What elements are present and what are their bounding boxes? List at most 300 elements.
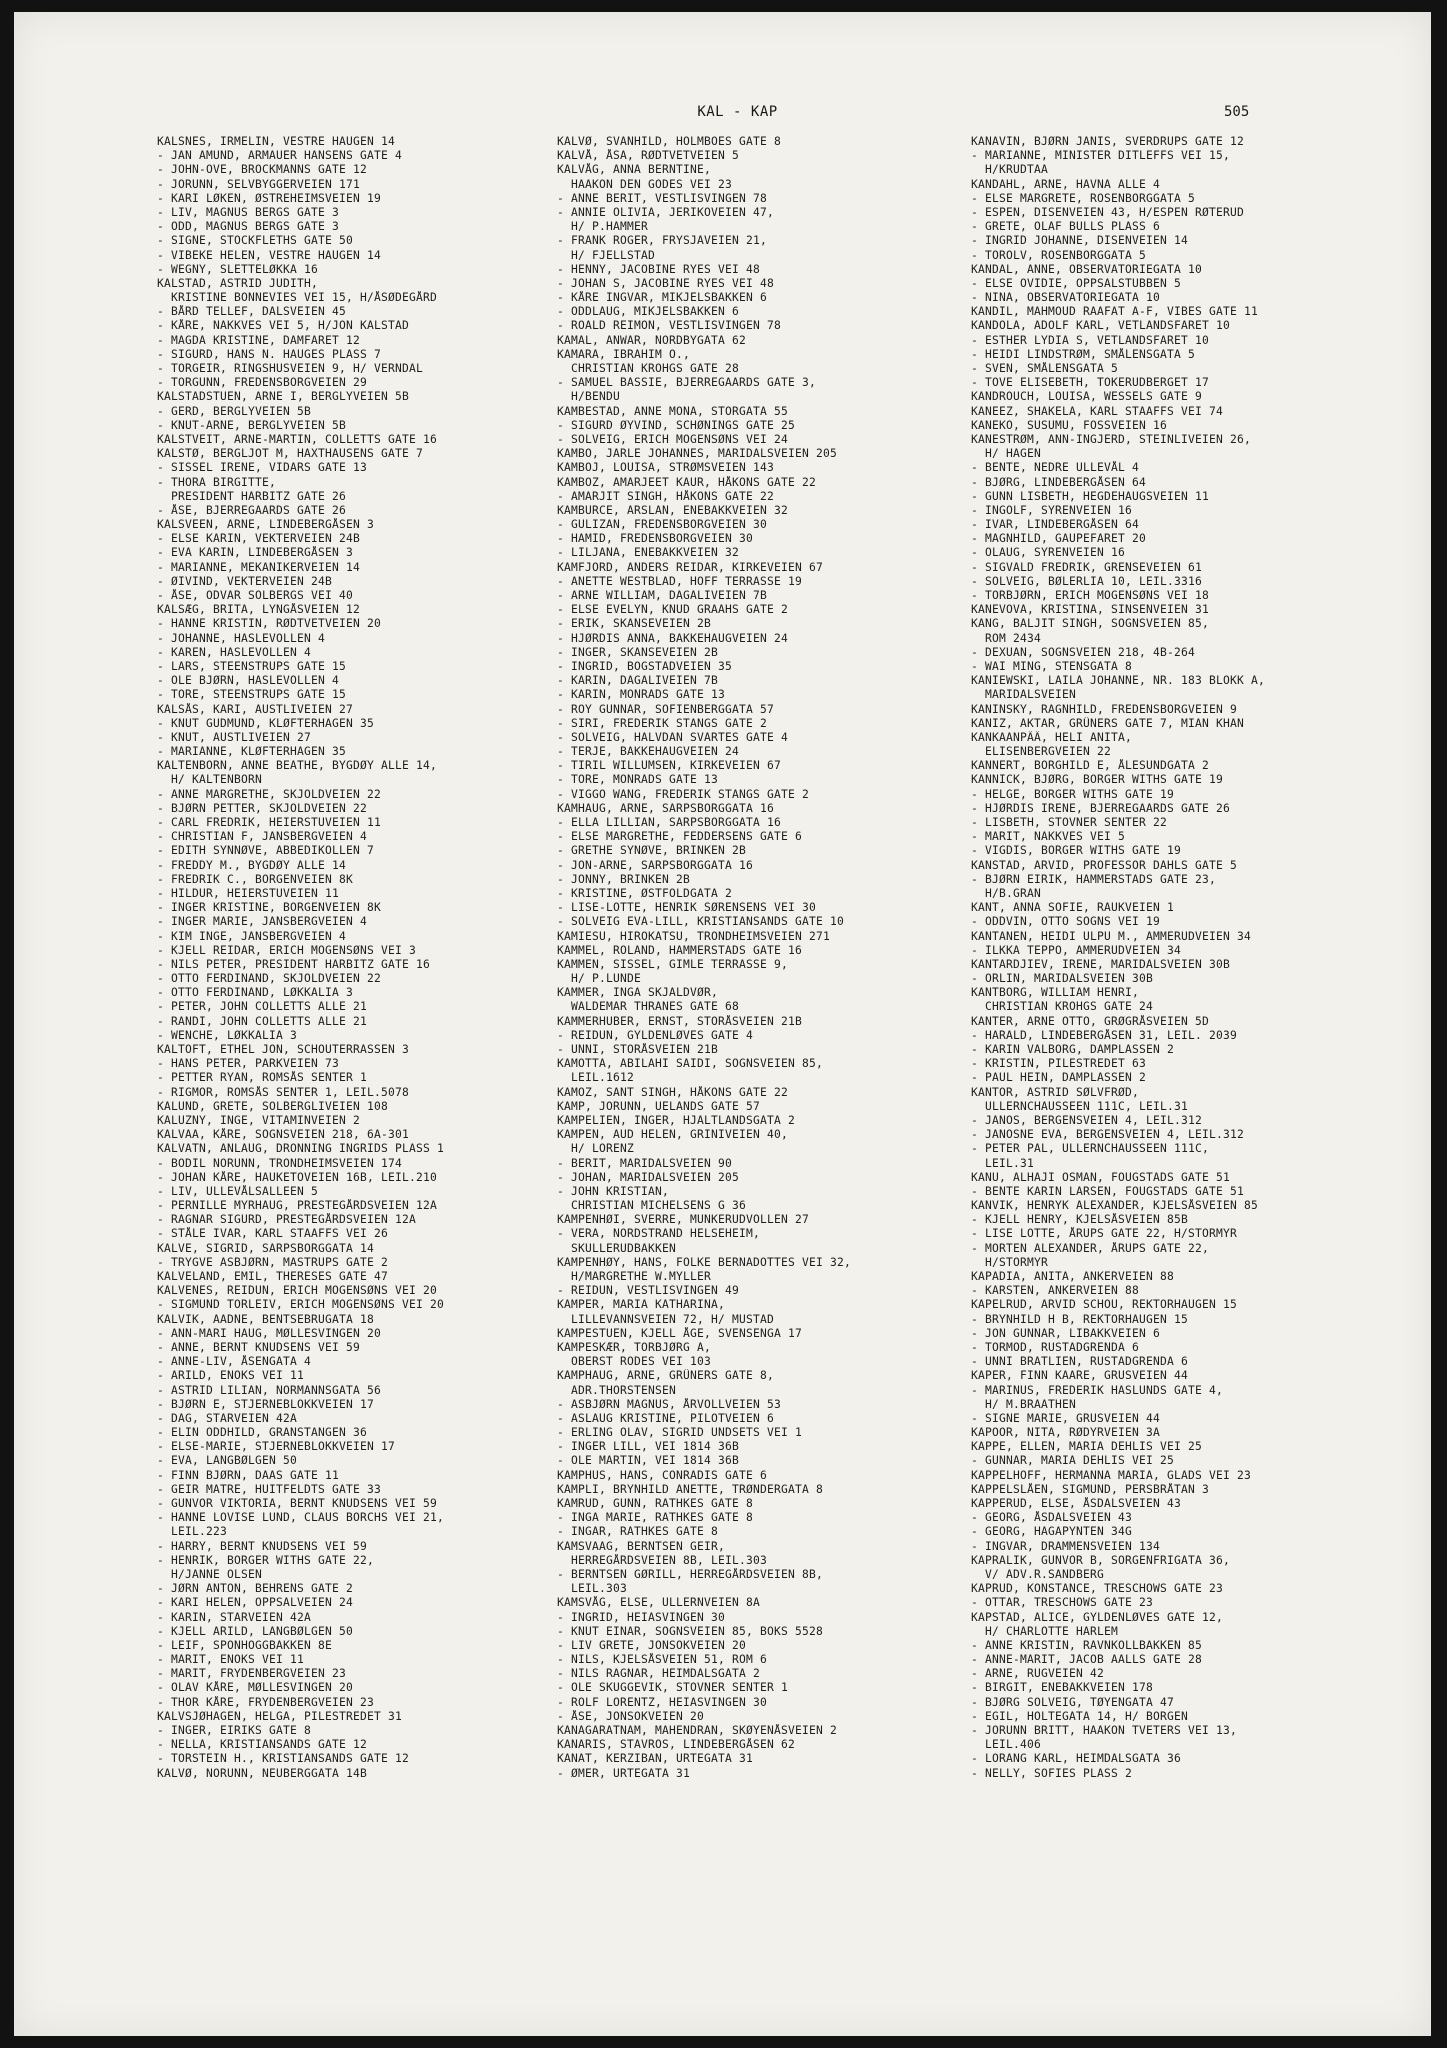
directory-entry-line: - INGRID JOHANNE, DISENVEIEN 14 [971, 234, 1189, 248]
directory-entry-line: - SVEN, SMÅLENSGATA 5 [971, 362, 1119, 375]
directory-entry-line: - ÅSE, JONSOKVEIEN 20 [557, 1709, 705, 1723]
directory-entry-line: - BJØRG, LINDEBERGÅSEN 64 [971, 475, 1147, 489]
directory-entry-line: - SIGVALD FREDRIK, GRENSEVEIEN 61 [971, 560, 1203, 574]
directory-entry-line: KALVENES, REIDUN, ERICH MOGENSØNS VEI 20 [157, 1284, 438, 1298]
directory-entry-line: - KARIN, MONRADS GATE 13 [557, 688, 726, 702]
directory-entry-line: KAMHAUG, ARNE, SARPSBORGGATA 16 [557, 801, 775, 815]
directory-entry-line: - EVA, LANGBØLGEN 50 [157, 1454, 298, 1468]
directory-entry-line: - ARILD, ENOKS VEI 11 [157, 1369, 305, 1383]
directory-entry-line: - LIV GRETE, JONSOKVEIEN 20 [557, 1638, 747, 1652]
directory-entry-line: - SIGNE MARIE, GRUSVEIEN 44 [971, 1411, 1161, 1425]
directory-entry-line: KAMMEL, ROLAND, HAMMERSTADS GATE 16 [557, 943, 803, 957]
directory-entry-line: KALVELAND, EMIL, THERESES GATE 47 [157, 1270, 389, 1283]
directory-entry-line: - GRETE, OLAF BULLS PLASS 6 [971, 220, 1161, 234]
directory-entry-line: - OTTO FERDINAND, LØKKALIA 3 [157, 986, 354, 1000]
directory-entry-line: KANDIL, MAHMOUD RAAFAT A-F, VIBES GATE 11 [971, 305, 1259, 319]
directory-entry-line: - ANN-MARI HAUG, MØLLESVINGEN 20 [157, 1326, 382, 1340]
directory-entry-line: - FREDDY M., BYGDØY ALLE 14 [157, 858, 347, 872]
directory-entry-line: - HJØRDIS ANNA, BAKKEHAUGVEIEN 24 [557, 631, 789, 645]
directory-entry-line: - LISE-LOTTE, HENRIK SØRENSENS VEI 30 [557, 901, 817, 915]
directory-entry-line: - KARIN, STARVEIEN 42A [157, 1610, 312, 1624]
directory-entry-line: - NILS RAGNAR, HEIMDALSGATA 2 [557, 1667, 761, 1681]
directory-entry-line: - OLAV KÅRE, MØLLESVINGEN 20 [157, 1681, 354, 1695]
directory-entry-line: - KÅRE INGVAR, MIKJELSBAKKEN 6 [557, 291, 768, 305]
directory-entry-line: - GRETHE SYNØVE, BRINKEN 2B [557, 844, 747, 858]
directory-entry-line: - JANOSNE EVA, BERGENSVEIEN 4, LEIL.312 [971, 1128, 1245, 1142]
directory-entry-line: KALSTØ, BERGLJOT M, HAXTHAUSENS GATE 7 [157, 447, 424, 461]
directory-entry-line: CHRISTIAN KROHGS GATE 28 [557, 362, 740, 375]
directory-entry-line: H/ LORENZ [557, 1142, 635, 1156]
directory-entry-line: KANEVOVA, KRISTINA, SINSENVEIEN 31 [971, 603, 1210, 617]
directory-entry-line: - ERIK, SKANSEVEIEN 2B [557, 617, 712, 631]
directory-entry-line: - HENNY, JACOBINE RYES VEI 48 [557, 262, 761, 276]
directory-entry-line: KANIZ, AKTAR, GRÜNERS GATE 7, MIAN KHAN [971, 716, 1245, 730]
directory-entry-line: - KNUT-ARNE, BERGLYVEIEN 5B [157, 418, 347, 432]
directory-entry-line: - TORGUNN, FREDENSBORGVEIEN 29 [157, 376, 368, 390]
directory-entry-line: - OLE SKUGGEVIK, STOVNER SENTER 1 [557, 1681, 789, 1695]
directory-entry-line: ELISENBERGVEIEN 22 [971, 745, 1112, 759]
directory-entry-line: LEIL.31 [971, 1156, 1035, 1170]
directory-entry-line: SKULLERUDBAKKEN [557, 1241, 677, 1255]
directory-entry-line: KANG, BALJIT SINGH, SOGNSVEIEN 85, [971, 617, 1210, 631]
directory-entry-line: - HANNE LOVISE LUND, CLAUS BORCHS VEI 21, [157, 1511, 445, 1525]
directory-entry-line: KANDAHL, ARNE, HAVNA ALLE 4 [971, 177, 1161, 191]
directory-entry-line: KAPOOR, NITA, RØDYRVEIEN 3A [971, 1426, 1161, 1440]
directory-entry-line: - SIGMUND TORLEIV, ERICH MOGENSØNS VEI 20 [157, 1298, 445, 1312]
directory-entry-line: - BERNTSEN GØRILL, HERREGÅRDSVEIEN 8B, [557, 1567, 824, 1581]
directory-entry-line: - ODD, MAGNUS BERGS GATE 3 [157, 220, 340, 234]
directory-entry-line: - LILJANA, ENEBAKKVEIEN 32 [557, 546, 740, 560]
directory-entry-line: - CHRISTIAN F, JANSBERGVEIEN 4 [157, 830, 368, 844]
directory-entry-line: KAMMER, INGA SKJALDVØR, [557, 986, 719, 1000]
directory-entry-line: KAMPEN, AUD HELEN, GRINIVEIEN 40, [557, 1128, 789, 1142]
directory-entry-line: - NELLY, SOFIES PLASS 2 [971, 1766, 1133, 1780]
directory-entry-line: - WEGNY, SLETTELØKKA 16 [157, 262, 319, 276]
directory-entry-line: - ASBJØRN MAGNUS, ÅRVOLLVEIEN 53 [557, 1397, 782, 1411]
directory-entry-line: - SIRI, FREDERIK STANGS GATE 2 [557, 716, 768, 730]
directory-entry-line: - BJØRN EIRIK, HAMMERSTADS GATE 23, [971, 872, 1217, 886]
directory-entry-line: KANTANEN, HEIDI ULPU M., AMMERUDVEIEN 34 [971, 929, 1252, 943]
directory-entry-line: KAMSVÅG, ELSE, ULLERNVEIEN 8A [557, 1596, 761, 1610]
directory-entry-line: - ODDVIN, OTTO SOGNS VEI 19 [971, 915, 1161, 929]
directory-entry-line: - OLE BJØRN, HASLEVOLLEN 4 [157, 674, 340, 688]
directory-entry-line: KANNICK, BJØRG, BORGER WITHS GATE 19 [971, 773, 1224, 787]
directory-entry-line: - HARRY, BERNT KNUDSENS VEI 59 [157, 1539, 368, 1553]
directory-entry-line: KANVIK, HENRYK ALEXANDER, KJELSÅSVEIEN 85 [971, 1199, 1259, 1213]
directory-entry-line: KAMBO, JARLE JOHANNES, MARIDALSVEIEN 205 [557, 447, 838, 461]
directory-entry-line: - KJELL REIDAR, ERICH MOGENSØNS VEI 3 [157, 943, 417, 957]
directory-entry-line: KAMIESU, HIROKATSU, TRONDHEIMSVEIEN 271 [557, 929, 831, 943]
directory-entry-line: H/BENDU [557, 390, 621, 404]
directory-entry-line: KANTARDJIEV, IRENE, MARIDALSVEIEN 30B [971, 957, 1231, 971]
directory-entry-line: - ARNE, RUGVEIEN 42 [971, 1667, 1105, 1681]
directory-entry-line: KALSTADSTUEN, ARNE I, BERGLYVEIEN 5B [157, 390, 410, 404]
directory-entry-line: KANTOR, ASTRID SØLVFRØD, [971, 1085, 1140, 1099]
directory-entry-line: - RANDI, JOHN COLLETTS ALLE 21 [157, 1014, 368, 1028]
directory-entry-line: - BODIL NORUNN, TRONDHEIMSVEIEN 174 [157, 1156, 403, 1170]
directory-entry-line: - INGER KRISTINE, BORGENVEIEN 8K [157, 901, 382, 915]
directory-entry-line: - VERA, NORDSTRAND HELSEHEIM, [557, 1227, 761, 1241]
directory-entry-line: - TORSTEIN H., KRISTIANSANDS GATE 12 [157, 1752, 410, 1766]
directory-entry-line: - TORE, STEENSTRUPS GATE 15 [157, 688, 347, 702]
directory-entry-line: - TORBJØRN, ERICH MOGENSØNS VEI 18 [971, 589, 1210, 602]
directory-entry-line: H/MARGRETHE W.MYLLER [557, 1270, 712, 1283]
directory-entry-line: - SOLVEIG, HALVDAN SVARTES GATE 4 [557, 730, 789, 744]
directory-entry-line: - ANETTE WESTBLAD, HOFF TERRASSE 19 [557, 574, 803, 588]
directory-entry-line: - SOLVEIG, ERICH MOGENSØNS VEI 24 [557, 432, 789, 446]
directory-entry-line: - ERLING OLAV, SIGRID UNDSETS VEI 1 [557, 1426, 803, 1440]
directory-entry-line: H/B.GRAN [971, 886, 1042, 900]
page-header-range: KAL - KAP [697, 104, 778, 120]
directory-entry-line: - FREDRIK C., BORGENVEIEN 8K [157, 872, 354, 886]
directory-entry-line: - HILDUR, HEIERSTUVEIEN 11 [157, 886, 340, 900]
directory-entry-line: - JANOS, BERGENSVEIEN 4, LEIL.312 [971, 1113, 1203, 1127]
directory-entry-line: KANAT, KERZIBAN, URTEGATA 31 [557, 1752, 754, 1766]
directory-entry-line: - NILS, KJELSÅSVEIEN 51, ROM 6 [557, 1653, 768, 1667]
directory-entry-line: - WENCHE, LØKKALIA 3 [157, 1028, 298, 1042]
directory-entry-line: - ELLA LILLIAN, SARPSBORGGATA 16 [557, 816, 782, 829]
directory-entry-line: KANSTAD, ARVID, PROFESSOR DAHLS GATE 5 [971, 858, 1238, 872]
directory-entry-line: - BRYNHILD H B, REKTORHAUGEN 15 [971, 1312, 1189, 1326]
directory-entry-line: KAPPERUD, ELSE, ÅSDALSVEIEN 43 [971, 1497, 1182, 1510]
directory-entry-line: PRESIDENT HARBITZ GATE 26 [157, 489, 347, 503]
directory-entry-line: KALSNES, IRMELIN, VESTRE HAUGEN 14 [157, 135, 396, 148]
directory-entry-line: - JONNY, BRINKEN 2B [557, 872, 691, 886]
directory-entry-line: H/ HAGEN [971, 447, 1042, 461]
directory-entry-line: - GUNN LISBETH, HEGDEHAUGSVEIEN 11 [971, 489, 1210, 503]
directory-entry-line: KANU, ALHAJI OSMAN, FOUGSTADS GATE 51 [971, 1170, 1231, 1184]
directory-entry-line: - SOLVEIG EVA-LILL, KRISTIANSANDS GATE 10 [557, 915, 845, 929]
directory-entry-line: - DEXUAN, SOGNSVEIEN 218, 4B-264 [971, 645, 1196, 659]
directory-entry-line: - REIDUN, VESTLISVINGEN 49 [557, 1284, 740, 1298]
directory-entry-line: CHRISTIAN KROHGS GATE 24 [971, 1000, 1154, 1014]
directory-entry-line: - BÅRD TELLEF, DALSVEIEN 45 [157, 305, 347, 319]
directory-entry-line: - INGAR, RATHKES GATE 8 [557, 1525, 719, 1539]
directory-entry-line: - ELIN ODDHILD, GRANSTANGEN 36 [157, 1426, 368, 1440]
directory-entry-line: KALVÅ, ÅSA, RØDTVETVEIEN 5 [557, 149, 740, 163]
directory-entry-line: LEIL.223 [157, 1525, 228, 1539]
directory-entry-line: - PETTER RYAN, ROMSÅS SENTER 1 [157, 1071, 368, 1085]
directory-entry-line: - NELLA, KRISTIANSANDS GATE 12 [157, 1738, 368, 1752]
directory-entry-line: HERREGÅRDSVEIEN 8B, LEIL.303 [557, 1553, 768, 1567]
directory-entry-line: - LIV, MAGNUS BERGS GATE 3 [157, 205, 340, 219]
directory-entry-line: KAMPENHØY, HANS, FOLKE BERNADOTTES VEI 32, [557, 1255, 852, 1269]
directory-entry-line: - MAGNHILD, GAUPEFARET 20 [971, 532, 1147, 546]
directory-entry-line: - MARIT, ENOKS VEI 11 [157, 1653, 305, 1667]
directory-entry-line: KALVSJØHAGEN, HELGA, PILESTREDET 31 [157, 1709, 403, 1723]
directory-entry-line: KAPADIA, ANITA, ANKERVEIEN 88 [971, 1270, 1175, 1283]
directory-entry-line: KAMPESTUEN, KJELL ÅGE, SVENSENGA 17 [557, 1326, 803, 1340]
directory-entry-line: CHRISTIAN MICHELSENS G 36 [557, 1199, 747, 1213]
directory-entry-line: - KAREN, HASLEVOLLEN 4 [157, 645, 312, 659]
directory-entry-line: - KARIN, DAGALIVEIEN 7B [557, 674, 719, 688]
directory-entry-line: - INGER, EIRIKS GATE 8 [157, 1724, 312, 1737]
directory-entry-line: - ÅSE, BJERREGAARDS GATE 26 [157, 503, 347, 517]
directory-entry-line: KAMBOZ, AMARJEET KAUR, HÅKONS GATE 22 [557, 475, 817, 489]
directory-entry-line: - TORMOD, RUSTADGRENDA 6 [971, 1340, 1140, 1354]
directory-entry-line: - ELSE-MARIE, STJERNEBLOKKVEIEN 17 [157, 1440, 396, 1454]
directory-entry-line: - ANNIE OLIVIA, JERIKOVEIEN 47, [557, 205, 775, 219]
directory-entry-line: KAPSTAD, ALICE, GYLDENLØVES GATE 12, [971, 1610, 1224, 1624]
directory-entry-line: WALDEMAR THRANES GATE 68 [557, 1000, 740, 1014]
listing-column-2 [557, 135, 977, 1781]
directory-entry-line: - WAI MING, STENSGATA 8 [971, 659, 1133, 673]
directory-entry-line: KAMPER, MARIA KATHARINA, [557, 1298, 726, 1312]
directory-entry-line: - LEIF, SPONHOGGBAKKEN 8E [157, 1638, 333, 1652]
directory-entry-line: - KARIN VALBORG, DAMPLASSEN 2 [971, 1043, 1175, 1056]
directory-entry-line: H/ P.HAMMER [557, 220, 649, 234]
directory-entry-line: - INGVAR, DRAMMENSVEIEN 134 [971, 1539, 1161, 1553]
directory-entry-line: - GEIR MATRE, HUITFELDTS GATE 33 [157, 1482, 382, 1496]
directory-entry-line: - MARIANNE, KLØFTERHAGEN 35 [157, 745, 347, 759]
directory-entry-line: KANINSKY, RAGNHILD, FREDENSBORGVEIEN 9 [971, 702, 1238, 716]
directory-entry-line: - ANNE BERIT, VESTLISVINGEN 78 [557, 191, 768, 205]
directory-entry-line: - ODDLAUG, MIKJELSBAKKEN 6 [557, 305, 740, 319]
directory-entry-line: - ANNE, BERNT KNUDSENS VEI 59 [157, 1340, 361, 1354]
directory-entry-line: KALSTAD, ASTRID JUDITH, [157, 276, 319, 290]
directory-entry-line: - BJØRN E, STJERNEBLOKKVEIEN 17 [157, 1397, 375, 1411]
directory-entry-line: KRISTINE BONNEVIES VEI 15, H/ÅSØDEGÅRD [157, 291, 438, 305]
directory-entry-line: - HARALD, LINDEBERGÅSEN 31, LEIL. 2039 [971, 1028, 1238, 1042]
directory-entry-line: KAMOTTA, ABILAHI SAIDI, SOGNSVEIEN 85, [557, 1057, 824, 1071]
directory-entry-line: - TOVE ELISEBETH, TOKERUDBERGET 17 [971, 376, 1210, 390]
directory-entry-line: - PAUL HEIN, DAMPLASSEN 2 [971, 1071, 1147, 1085]
directory-entry-line: - MARINUS, FREDERIK HASLUNDS GATE 4, [971, 1383, 1224, 1397]
directory-entry-line: - MORTEN ALEXANDER, ÅRUPS GATE 22, [971, 1241, 1210, 1255]
directory-entry-line: - UNNI BRATLIEN, RUSTADGRENDA 6 [971, 1355, 1189, 1369]
directory-entry-line: KAPPELHOFF, HERMANNA MARIA, GLADS VEI 23 [971, 1468, 1252, 1482]
listing-column-3 [971, 135, 1391, 1781]
directory-entry-line: - ESPEN, DISENVEIEN 43, H/ESPEN RØTERUD [971, 205, 1245, 219]
directory-entry-line: - LISE LOTTE, ÅRUPS GATE 22, H/STORMYR [971, 1227, 1238, 1241]
directory-entry-line: - KNUT, AUSTLIVEIEN 27 [157, 730, 312, 744]
directory-entry-line: KAMPLI, BRYNHILD ANETTE, TRØNDERGATA 8 [557, 1482, 824, 1496]
directory-entry-line: - HELGE, BORGER WITHS GATE 19 [971, 787, 1175, 801]
directory-entry-line: - GUNVOR VIKTORIA, BERNT KNUDSENS VEI 59 [157, 1497, 438, 1510]
directory-entry-line: - AMARJIT SINGH, HÅKONS GATE 22 [557, 489, 775, 503]
directory-entry-line: - TORE, MONRADS GATE 13 [557, 773, 719, 787]
directory-entry-line: - EGIL, HOLTEGATA 14, H/ BORGEN [971, 1709, 1189, 1723]
directory-entry-line: - ROALD REIMON, VESTLISVINGEN 78 [557, 319, 782, 333]
directory-entry-line: - OLAUG, SYRENVEIEN 16 [971, 546, 1126, 560]
directory-entry-line: KALVÅG, ANNA BERNTINE, [557, 163, 712, 177]
directory-entry-line: - RIGMOR, ROMSÅS SENTER 1, LEIL.5078 [157, 1085, 410, 1099]
directory-entry-line: KAMARA, IBRAHIM O., [557, 347, 691, 361]
directory-entry-line: KAMOZ, SANT SINGH, HÅKONS GATE 22 [557, 1085, 789, 1099]
directory-entry-line: - FINN BJØRN, DAAS GATE 11 [157, 1468, 340, 1482]
directory-entry-line: - SIGNE, STOCKFLETHS GATE 50 [157, 234, 354, 248]
directory-entry-line: - INGER MARIE, JANSBERGVEIEN 4 [157, 915, 368, 929]
directory-entry-line: - VIGGO WANG, FREDERIK STANGS GATE 2 [557, 787, 810, 801]
directory-entry-line: - INGER, SKANSEVEIEN 2B [557, 645, 719, 659]
directory-entry-line: KANIEWSKI, LAILA JOHANNE, NR. 183 BLOKK A, [971, 674, 1266, 688]
directory-entry-line: - EVA KARIN, LINDEBERGÅSEN 3 [157, 546, 354, 560]
directory-entry-line: - ASLAUG KRISTINE, PILOTVEIEN 6 [557, 1411, 775, 1425]
directory-entry-line: ULLERNCHAUSSEEN 111C, LEIL.31 [971, 1099, 1189, 1113]
directory-entry-line: KANEKO, SUSUMU, FOSSVEIEN 16 [971, 418, 1168, 432]
directory-entry-line: - ARNE WILLIAM, DAGALIVEIEN 7B [557, 589, 768, 602]
directory-entry-line: - VIGDIS, BORGER WITHS GATE 19 [971, 844, 1182, 858]
directory-entry-line: - GERD, BERGLYVEIEN 5B [157, 404, 312, 418]
directory-entry-line: KAMMEN, SISSEL, GIMLE TERRASSE 9, [557, 957, 789, 971]
directory-entry-line: - MARIANNE, MEKANIKERVEIEN 14 [157, 560, 361, 574]
directory-entry-line: KANDROUCH, LOUISA, WESSELS GATE 9 [971, 390, 1203, 404]
directory-entry-line: - KÅRE, NAKKVES VEI 5, H/JON KALSTAD [157, 319, 410, 333]
directory-entry-line: - STÅLE IVAR, KARL STAAFFS VEI 26 [157, 1227, 389, 1241]
directory-entry-line: - HENRIK, BORGER WITHS GATE 22, [157, 1553, 375, 1567]
directory-entry-line: - MARIANNE, MINISTER DITLEFFS VEI 15, [971, 149, 1231, 163]
directory-entry-line: KAMRUD, GUNN, RATHKES GATE 8 [557, 1497, 754, 1510]
directory-entry-line: - SAMUEL BASSIE, BJERREGAARDS GATE 3, [557, 376, 817, 390]
directory-entry-line: - GEORG, HAGAPYNTEN 34G [971, 1525, 1133, 1539]
directory-entry-line: - ELSE MARGRETE, ROSENBORGGATA 5 [971, 191, 1196, 205]
directory-entry-line: - MARIT, FRYDENBERGVEIEN 23 [157, 1667, 347, 1681]
directory-entry-line: - OTTAR, TRESCHOWS GATE 23 [971, 1596, 1154, 1610]
directory-entry-line: - ELSE MARGRETHE, FEDDERSENS GATE 6 [557, 830, 803, 844]
directory-entry-line: - DAG, STARVEIEN 42A [157, 1411, 298, 1425]
directory-entry-line: - OLE MARTIN, VEI 1814 36B [557, 1454, 740, 1468]
directory-entry-line: - MAGDA KRISTINE, DAMFARET 12 [157, 333, 361, 347]
directory-entry-line: - KIM INGE, JANSBERGVEIEN 4 [157, 929, 347, 943]
directory-entry-line: - NINA, OBSERVATORIEGATA 10 [971, 291, 1161, 305]
directory-entry-line: - KRISTIN, PILESTREDET 63 [971, 1057, 1147, 1071]
directory-entry-line: - ØMER, URTEGATA 31 [557, 1766, 691, 1780]
directory-entry-line: - ROY GUNNAR, SOFIENBERGGATA 57 [557, 702, 775, 716]
directory-entry-line: KAPRALIK, GUNVOR B, SORGENFRIGATA 36, [971, 1553, 1231, 1567]
directory-entry-line: KAMPESKÆR, TORBJØRG A, [557, 1340, 712, 1354]
directory-entry-line: - JOHN KRISTIAN, [557, 1184, 670, 1198]
directory-entry-line: KANAGARATNAM, MAHENDRAN, SKØYENÅSVEIEN 2 [557, 1724, 838, 1737]
directory-entry-line: - INGOLF, SYRENVEIEN 16 [971, 503, 1133, 517]
directory-entry-line: - JON GUNNAR, LIBAKKVEIEN 6 [971, 1326, 1161, 1340]
directory-entry-line: KALVE, SIGRID, SARPSBORGGATA 14 [157, 1241, 375, 1255]
directory-entry-line: - HAMID, FREDENSBORGVEIEN 30 [557, 532, 754, 546]
directory-entry-line: - INGRID, BOGSTADVEIEN 35 [557, 659, 733, 673]
directory-entry-line: - REIDUN, GYLDENLØVES GATE 4 [557, 1028, 754, 1042]
directory-entry-line: - OTTO FERDINAND, SKJOLDVEIEN 22 [157, 972, 382, 986]
directory-entry-line: - JOHAN KÅRE, HAUKETOVEIEN 16B, LEIL.210 [157, 1170, 438, 1184]
directory-entry-line: - KARSTEN, ANKERVEIEN 88 [971, 1284, 1140, 1298]
directory-entry-line: - THORA BIRGITTE, [157, 475, 277, 489]
directory-entry-line: - HEIDI LINDSTRØM, SMÅLENSGATA 5 [971, 347, 1196, 361]
directory-entry-line: - ELSE OVIDIE, OPPSALSTUBBEN 5 [971, 276, 1182, 290]
directory-entry-line: - JØRN ANTON, BEHRENS GATE 2 [157, 1582, 354, 1596]
directory-entry-line: - BIRGIT, ENEBAKKVEIEN 178 [971, 1681, 1154, 1695]
directory-entry-line: KALVIK, AADNE, BENTSEBRUGATA 18 [157, 1312, 375, 1326]
directory-entry-line: - ASTRID LILIAN, NORMANNSGATA 56 [157, 1383, 382, 1397]
directory-entry-line: H/ CHARLOTTE HARLEM [971, 1624, 1119, 1638]
listing-column-1 [157, 135, 577, 1781]
directory-entry-line: - HJØRDIS IRENE, BJERREGAARDS GATE 26 [971, 801, 1231, 815]
directory-entry-line: KANEEZ, SHAKELA, KARL STAAFFS VEI 74 [971, 404, 1224, 418]
directory-entry-line: - ESTHER LYDIA S, VETLANDSFARET 10 [971, 333, 1210, 347]
directory-entry-line: - INGER LILL, VEI 1814 36B [557, 1440, 740, 1454]
directory-entry-line: - JOHAN S, JACOBINE RYES VEI 48 [557, 276, 775, 290]
directory-entry-line: - TRYGVE ASBJØRN, MASTRUPS GATE 2 [157, 1255, 389, 1269]
directory-entry-line: KALVØ, SVANHILD, HOLMBOES GATE 8 [557, 135, 782, 148]
directory-entry-line: - TOROLV, ROSENBORGGATA 5 [971, 248, 1147, 262]
directory-entry-line: - JOHANNE, HASLEVOLLEN 4 [157, 631, 326, 645]
directory-entry-line: OBERST RODES VEI 103 [557, 1355, 712, 1369]
directory-entry-line: KAMPELIEN, INGER, HJALTLANDSGATA 2 [557, 1113, 796, 1127]
directory-entry-line: KAMBESTAD, ANNE MONA, STORGATA 55 [557, 404, 789, 418]
directory-entry-line: KALSÅS, KARI, AUSTLIVEIEN 27 [157, 702, 354, 716]
directory-entry-line: KAMP, JORUNN, UELANDS GATE 57 [557, 1099, 761, 1113]
directory-entry-line: - KARI LØKEN, ØSTREHEIMSVEIEN 19 [157, 191, 382, 205]
directory-entry-line: - ILKKA TEPPO, AMMERUDVEIEN 34 [971, 943, 1182, 957]
directory-entry-line: - GEORG, ÅSDALSVEIEN 43 [971, 1511, 1133, 1525]
directory-entry-line: KALTOFT, ETHEL JON, SCHOUTERRASSEN 3 [157, 1043, 410, 1056]
directory-entry-line: LEIL.406 [971, 1738, 1042, 1752]
directory-entry-line: - ÅSE, ODVAR SOLBERGS VEI 40 [157, 589, 354, 602]
directory-entry-line: KALUND, GRETE, SOLBERGLIVEIEN 108 [157, 1099, 389, 1113]
directory-entry-line: KAMSVAAG, BERNTSEN GEIR, [557, 1539, 726, 1553]
directory-entry-line: - JAN AMUND, ARMAUER HANSENS GATE 4 [157, 149, 403, 163]
directory-entry-line: - ELSE EVELYN, KNUD GRAAHS GATE 2 [557, 603, 789, 617]
directory-entry-line: H/ FJELLSTAD [557, 248, 656, 262]
directory-entry-line: - PETER PAL, ULLERNCHAUSSEEN 111C, [971, 1142, 1210, 1156]
directory-entry-line: - GULIZAN, FREDENSBORGVEIEN 30 [557, 518, 768, 532]
directory-entry-line: KAPPELSLÅEN, SIGMUND, PERSBRÅTAN 3 [971, 1482, 1210, 1496]
directory-entry-line: - JORUNN BRITT, HAAKON TVETERS VEI 13, [971, 1724, 1238, 1737]
directory-entry-line: - LIV, ULLEVÅLSALLEEN 5 [157, 1184, 319, 1198]
directory-entry-line: KAMBOJ, LOUISA, STRØMSVEIEN 143 [557, 461, 775, 475]
directory-entry-line: - IVAR, LINDEBERGÅSEN 64 [971, 518, 1140, 532]
directory-entry-line: KAMMERHUBER, ERNST, STORÅSVEIEN 21B [557, 1014, 803, 1028]
directory-entry-line: - UNNI, STORÅSVEIEN 21B [557, 1043, 719, 1056]
directory-entry-line: KAPER, FINN KAARE, GRUSVEIEN 44 [971, 1369, 1189, 1383]
directory-entry-line: - KJELL ARILD, LANGBØLGEN 50 [157, 1624, 354, 1638]
directory-entry-line: KALUZNY, INGE, VITAMINVEIEN 2 [157, 1113, 361, 1127]
directory-entry-line: - SIGURD, HANS N. HAUGES PLASS 7 [157, 347, 382, 361]
directory-entry-line: KANESTRØM, ANN-INGJERD, STEINLIVEIEN 26, [971, 432, 1252, 446]
directory-entry-line: KALVAA, KÅRE, SOGNSVEIEN 218, 6A-301 [157, 1128, 410, 1142]
directory-entry-line: - CARL FREDRIK, HEIERSTUVEIEN 11 [157, 816, 382, 829]
directory-entry-line: - GUNNAR, MARIA DEHLIS VEI 25 [971, 1454, 1175, 1468]
directory-entry-line: KAMAL, ANWAR, NORDBYGATA 62 [557, 333, 747, 347]
directory-entry-line: - BJØRN PETTER, SKJOLDVEIEN 22 [157, 801, 368, 815]
directory-entry-line: - JOHAN, MARIDALSVEIEN 205 [557, 1170, 740, 1184]
directory-entry-line: KAMPHAUG, ARNE, GRÜNERS GATE 8, [557, 1369, 775, 1383]
directory-entry-line: - TERJE, BAKKEHAUGVEIEN 24 [557, 745, 740, 759]
directory-entry-line: KALTENBORN, ANNE BEATHE, BYGDØY ALLE 14, [157, 759, 438, 773]
directory-entry-line: - BERIT, MARIDALSVEIEN 90 [557, 1156, 733, 1170]
directory-entry-line: LILLEVANNSVEIEN 72, H/ MUSTAD [557, 1312, 775, 1326]
directory-entry-line: - TORGEIR, RINGSHUSVEIEN 9, H/ VERNDAL [157, 362, 424, 375]
directory-entry-line: ROM 2434 [971, 631, 1042, 645]
directory-entry-line: - BENTE, NEDRE ULLEVÅL 4 [971, 461, 1140, 475]
directory-page [14, 12, 1431, 2036]
directory-entry-line: MARIDALSVEIEN [971, 688, 1077, 702]
directory-entry-line: - ØIVIND, VEKTERVEIEN 24B [157, 574, 333, 588]
directory-entry-line: - INGA MARIE, RATHKES GATE 8 [557, 1511, 754, 1525]
directory-entry-line: - KNUT GUDMUND, KLØFTERHAGEN 35 [157, 716, 375, 730]
directory-entry-line: - THOR KÅRE, FRYDENBERGVEIEN 23 [157, 1695, 375, 1709]
directory-entry-line: H/ P.LUNDE [557, 972, 642, 986]
directory-entry-line: KAPPE, ELLEN, MARIA DEHLIS VEI 25 [971, 1440, 1203, 1454]
directory-entry-line: KAMFJORD, ANDERS REIDAR, KIRKEVEIEN 67 [557, 560, 824, 574]
directory-entry-line: - JOHN-OVE, BROCKMANNS GATE 12 [157, 163, 368, 177]
directory-entry-line: - HANNE KRISTIN, RØDTVETVEIEN 20 [157, 617, 382, 631]
directory-entry-line: - KARI HELEN, OPPSALVEIEN 24 [157, 1596, 354, 1610]
directory-entry-line: KAMPENHØI, SVERRE, MUNKERUDVOLLEN 27 [557, 1213, 810, 1227]
directory-entry-line: KAMBURCE, ARSLAN, ENEBAKKVEIEN 32 [557, 503, 789, 517]
directory-entry-line: KAMPHUS, HANS, CONRADIS GATE 6 [557, 1468, 768, 1482]
page-number: 505 [1224, 104, 1250, 120]
directory-entry-line: KANKAANPÄÄ, HELI ANITA, [971, 730, 1133, 744]
directory-entry-line: KALSTVEIT, ARNE-MARTIN, COLLETTS GATE 16 [157, 432, 438, 446]
directory-entry-line: - SISSEL IRENE, VIDARS GATE 13 [157, 461, 368, 475]
